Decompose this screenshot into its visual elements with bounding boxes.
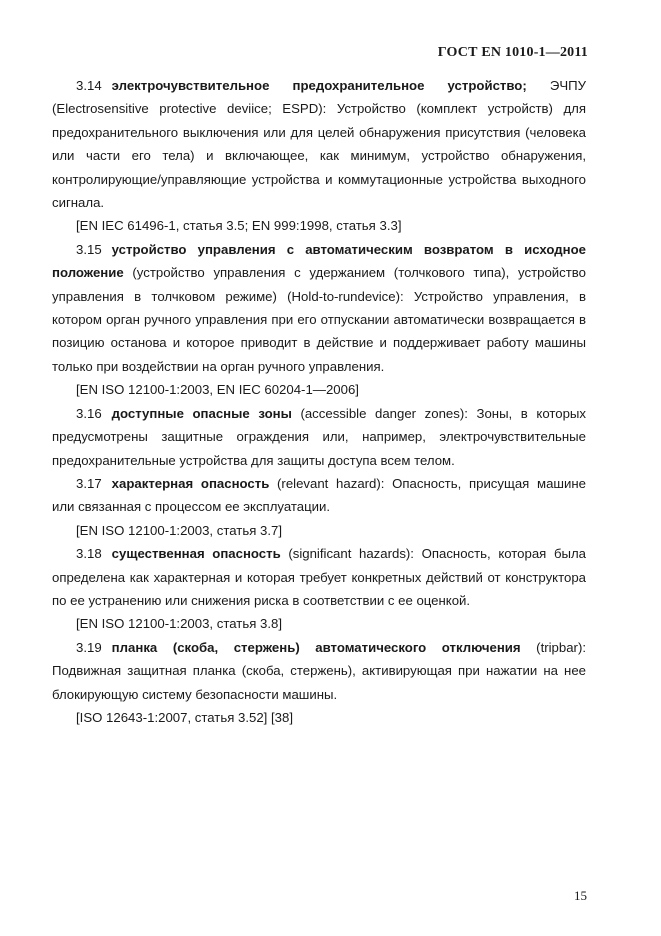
term-title: существенная опасность	[111, 546, 281, 562]
term-title: электрочувствительное предохранительное устройство;	[111, 78, 527, 93]
term-number: 3.19	[76, 639, 102, 655]
term-paragraph	[52, 402, 586, 472]
term-paragraph	[52, 636, 586, 706]
document-code-header: ГОСТ EN 1010-1—2011	[437, 45, 588, 60]
term-definition: (relevant hazard): Опасность, присущая машине или связанная с процессом ее эксплуатации.	[52, 475, 586, 515]
term-paragraph	[52, 472, 586, 519]
term-number: 3.18	[76, 546, 102, 562]
term-definition: ЭЧПУ (Electrosensitive protective deviice; ESPD): Устройство (комплект устройств) для предохранительного выключения или для целей обнаружения присутствия (человека или части его тела) и включающее, как минимум, устройство обнаружения, контролирующие/управляющие устройства и коммутационные устройства выходного сигнала.	[52, 78, 587, 211]
page-number: 15	[574, 888, 587, 903]
term-title: устройство управления с автоматическим возвратом в исходное положение	[52, 241, 586, 281]
term-reference: [EN ISO 12100-1:2003, EN IEC 60204-1—2006]	[76, 382, 359, 398]
term-reference: [EN ISO 12100-1:2003, статья 3.8]	[76, 616, 282, 632]
term-definition: (tripbar): Подвижная защитная планка (скоба, стержень), активирующая при нажатии на нее блокирующую систему безопасности машины.	[52, 639, 586, 702]
term-3-15	[52, 238, 586, 402]
term-paragraph	[52, 74, 586, 214]
term-reference: [EN IEC 61496-1, статья 3.5; EN 999:1998, статья 3.3]	[76, 218, 402, 234]
term-definition: (significant hazards): Опасность, которая была определена как характерная и которая требует конкретных действий от конструктора по ее устранению или снижения риска в соответствии с ее оценкой.	[52, 546, 587, 608]
term-3-16	[52, 402, 586, 472]
term-paragraph	[52, 238, 586, 378]
term-title: планка (скоба, стержень) автоматического отключения	[111, 639, 521, 655]
term-number: 3.14	[76, 78, 102, 93]
term-paragraph	[52, 542, 586, 612]
term-reference: [EN ISO 12100-1:2003, статья 3.7]	[76, 522, 282, 538]
term-definition: (accessible danger zones): Зоны, в которых предусмотрены защитные ограждения или, например, электрочувствительные предохранительные устройства для защиты доступа всем телом.	[52, 405, 586, 468]
term-number: 3.17	[76, 475, 102, 491]
term-3-18	[52, 542, 586, 636]
term-number: 3.16	[76, 405, 102, 421]
term-3-17	[52, 472, 586, 542]
term-3-14	[52, 74, 586, 238]
term-number: 3.15	[76, 241, 102, 257]
document-body	[52, 74, 586, 729]
term-definition: (устройство управления с удержанием (толчкового типа), устройство управления в толчковом режиме) (Hold-to-rundevice): Устройство управления, в котором орган ручного управления при его отпускании автоматически возвращается в позицию останова и которое приводит в действие и поддерживает работу машины только при воздействии на орган ручного управления.	[52, 265, 586, 374]
term-title: характерная опасность	[111, 475, 270, 491]
term-reference: [ISO 12643-1:2007, статья 3.52] [38]	[76, 709, 294, 725]
term-3-19	[52, 636, 586, 730]
term-title: доступные опасные зоны	[111, 405, 292, 421]
